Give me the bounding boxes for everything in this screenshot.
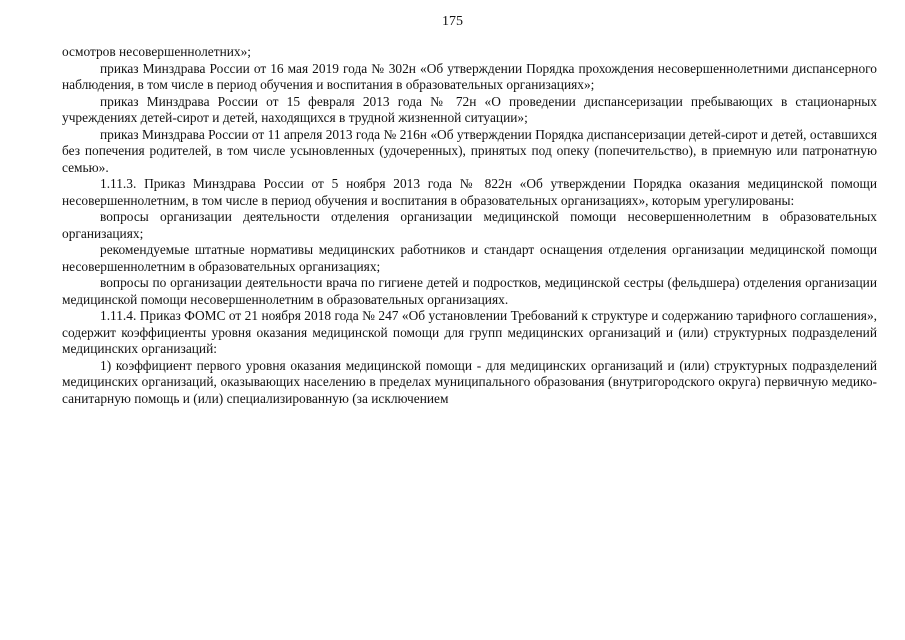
document-body [62, 44, 877, 407]
paragraph-4: приказ Минздрава России от 11 апреля 2013 года № 216н «Об утверждении Порядка диспансеризации детей-сирот и детей, оставшихся без попечения родителей, в том числе усыновленных (удочеренных), принятых под опеку (попечительство), в приемную или патронатную семью». [62, 126, 877, 175]
paragraph-10: 1) коэффициент первого уровня оказания медицинской помощи - для медицинских организаций и (или) структурных подразделений медицинских организаций, оказывающих населению в пределах муниципального образования (внутригородского округа) первичную медико-санитарную помощь и (или) специализированную (за исключением [62, 357, 877, 406]
paragraph-6: вопросы организации деятельности отделения организации медицинской помощи несовершеннолетним в образовательных организациях; [62, 209, 877, 241]
paragraph-1: осмотров несовершеннолетних»; [62, 44, 252, 59]
paragraph-7: рекомендуемые штатные нормативы медицинских работников и стандарт оснащения отделения организации медицинской помощи несовершеннолетним в образовательных организациях; [62, 242, 877, 274]
paragraph-5: 1.11.3. Приказ Минздрава России от 5 ноября 2013 года № 822н «Об утверждении Порядка оказания медицинской помощи несовершеннолетним, в том числе в период обучения и воспитания в образовательных организациях», которым урегулированы: [62, 176, 877, 208]
paragraph-3: приказ Минздрава России от 15 февраля 2013 года № 72н «О проведении диспансеризации пребывающих в стационарных учреждениях детей-сирот и детей, находящихся в трудной жизненной ситуации»; [62, 93, 877, 125]
paragraph-2: приказ Минздрава России от 16 мая 2019 года № 302н «Об утверждении Порядка прохождения несовершеннолетними диспансерного наблюдения, в том числе в период обучения и воспитания в образовательных организациях»; [62, 60, 877, 92]
page-number: 175 [442, 14, 463, 29]
paragraph-8: вопросы по организации деятельности врача по гигиене детей и подростков, медицинской сестры (фельдшера) отделения организации медицинской помощи несовершеннолетним в образовательных организациях. [62, 275, 877, 307]
paragraph-9: 1.11.4. Приказ ФОМС от 21 ноября 2018 года № 247 «Об установлении Требований к структуре и содержанию тарифного соглашения», содержит коэффициенты уровня оказания медицинской помощи для групп медицинских организаций и (или) структурных подразделений медицинских организаций: [62, 308, 877, 356]
